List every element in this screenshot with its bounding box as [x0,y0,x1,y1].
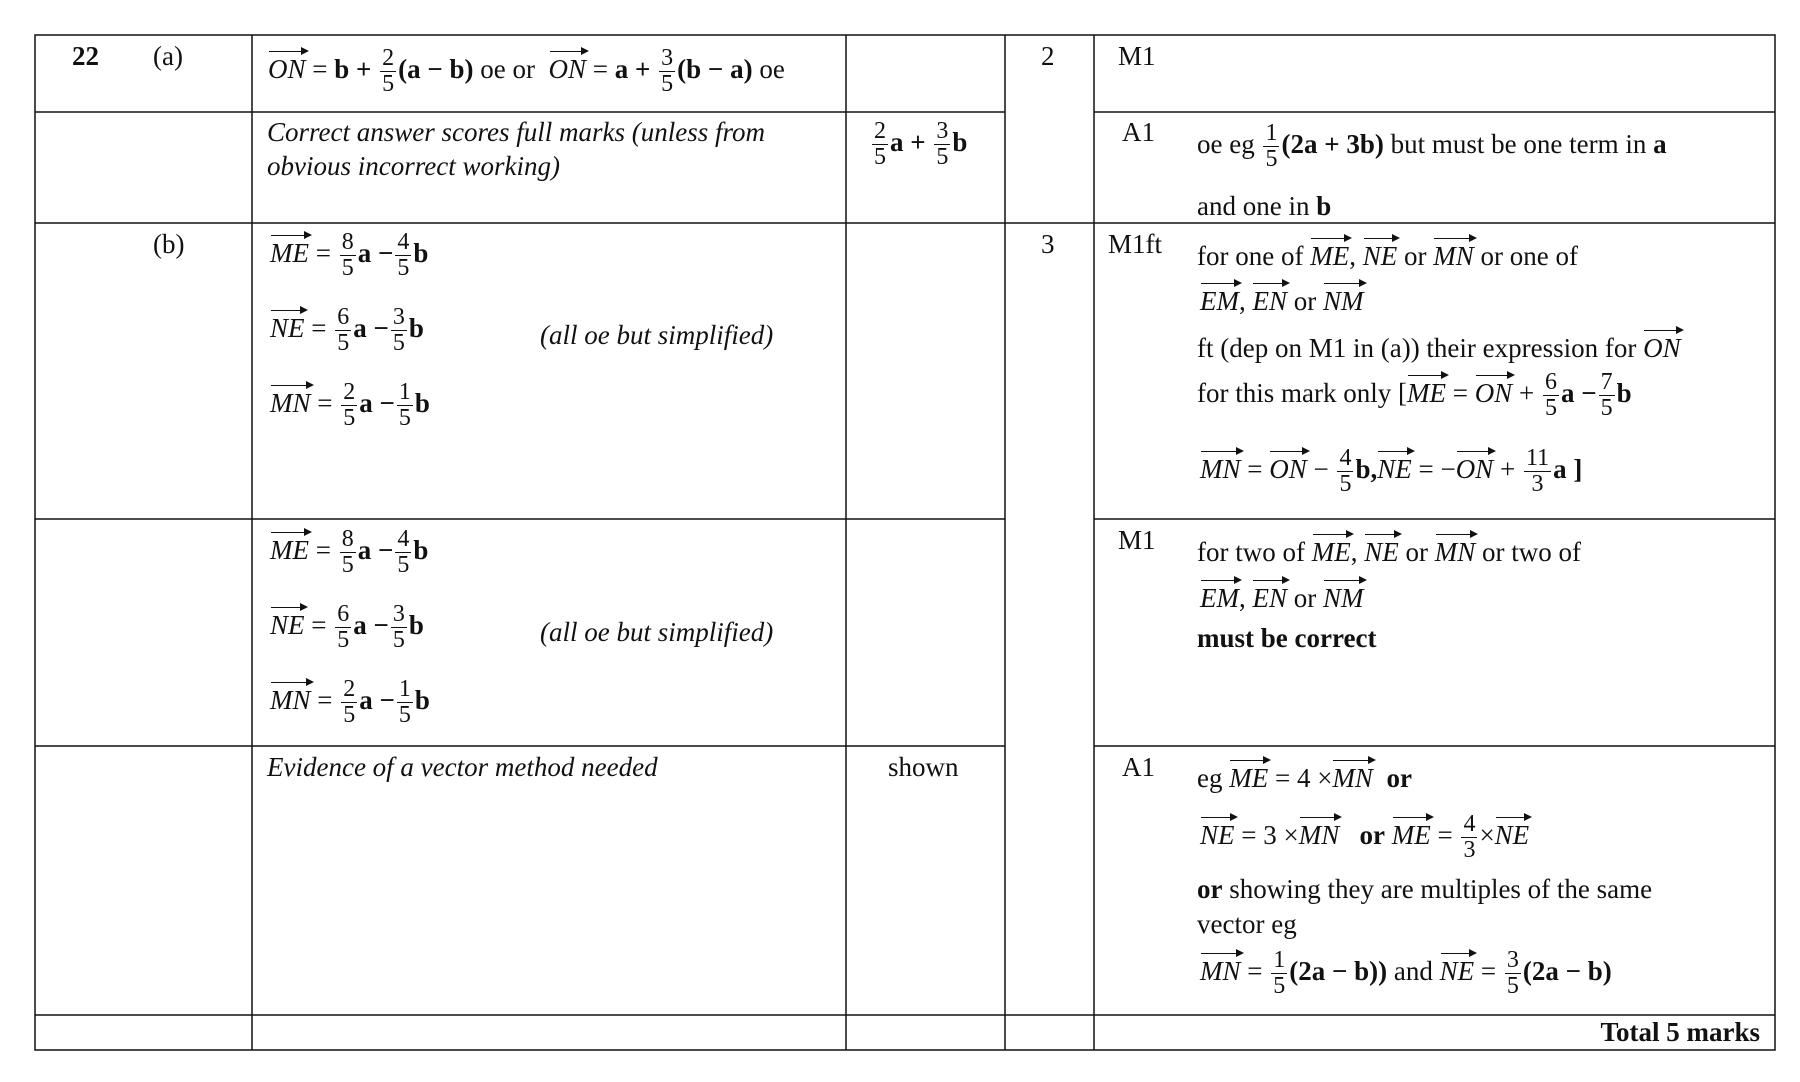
row5-line2: NE = 3 ×MN or ME = $\frac{4}{3}$ ×NE [1200,811,1530,864]
vector-on: ON [549,51,587,87]
row2-note-line2: obvious incorrect working) [267,151,560,181]
vector-on: ON [268,51,306,87]
row4-line3: must be correct [1197,623,1377,653]
working-ne: NE = $\frac{6}{5}$ a − $\frac{3}{5}$ b [270,304,424,357]
simplified-note: (all oe but simplified) [540,617,774,647]
total-marks: Total 5 marks [1600,1017,1760,1047]
working-mn: MN = $\frac{2}{5}$ a − $\frac{1}{5}$ b [270,379,430,432]
row2-note-line1: Correct answer scores full marks (unless from [267,117,765,147]
row2-answer: $\frac{2}{5}$ a + $\frac{3}{5}$ b [874,118,968,171]
simplified-note: (all oe but simplified) [540,320,774,350]
row1-working: ON = b + $\frac{2}{5}$ (a − b) oe or ON = a + $\frac{3}{5}$ (b − a) oe [268,45,785,98]
marks-a: 2 [1041,41,1055,71]
row1-mark-code: M1 [1118,41,1156,71]
eq1-oe: oe or [480,53,536,84]
part-a-label: (a) [153,41,183,71]
working-ne: NE = $\frac{6}{5}$ a − $\frac{3}{5}$ b [270,601,424,654]
row4-line2: EM, EN or NM [1200,580,1364,616]
eq2-term1: a + [614,53,651,84]
working-me: ME = $\frac{8}{5}$ a − $\frac{4}{5}$ b [270,526,429,579]
eq1-term2: (a − b) [398,53,474,84]
row2-mark-code: A1 [1122,117,1155,147]
row4-line1: for two of ME, NE or MN or two of [1197,534,1581,570]
eq2-oe: oe [759,53,785,84]
fraction: $\frac{3}{5}$ [661,45,674,98]
working-mn: MN = $\frac{2}{5}$ a − $\frac{1}{5}$ b [270,676,430,729]
row5-line3: or showing they are multiples of the same [1197,874,1653,904]
fraction: $\frac{2}{5}$ [382,45,395,98]
row2-comment-line1: oe eg $\frac{1}{5}$ (2a + 3b) but must be one term in a [1197,120,1667,173]
row5-mark-code: A1 [1122,752,1155,782]
row3-line4: for this mark only [ME = ON + $\frac{6}{5}$ a − $\frac{7}{5}$ b [1197,369,1632,422]
row3-line5: MN = ON − $\frac{4}{5}$ b,NE = −ON + $\frac{11}{3}$ a ] [1200,445,1583,498]
row2-comment-line2: and one in b [1197,191,1332,221]
row5-note: Evidence of a vector method needed [267,752,658,782]
row3-mark-code: M1ft [1108,229,1162,259]
row5-line4: vector eg [1197,909,1297,939]
row3-line2: EM, EN or NM [1200,283,1364,319]
row5-line5: MN = $\frac{1}{5}$ (2a − b)) and NE = $\frac{3}{5}$ (2a − b) [1200,947,1612,1000]
marks-b: 3 [1041,229,1055,259]
question-number: 22 [72,41,99,71]
working-me: ME = $\frac{8}{5}$ a − $\frac{4}{5}$ b [270,229,429,282]
row5-line1: eg ME = 4 ×MN or [1197,760,1412,796]
row3-line1: for one of ME, NE or MN or one of [1197,238,1578,274]
part-b-label: (b) [153,229,185,259]
row3-line3: ft (dep on M1 in (a)) their expression for ON [1197,330,1681,366]
eq1-term1: b + [334,53,372,84]
eq2-term2: (b − a) [677,53,753,84]
row5-answer: shown [888,752,959,782]
row4-mark-code: M1 [1118,525,1156,555]
